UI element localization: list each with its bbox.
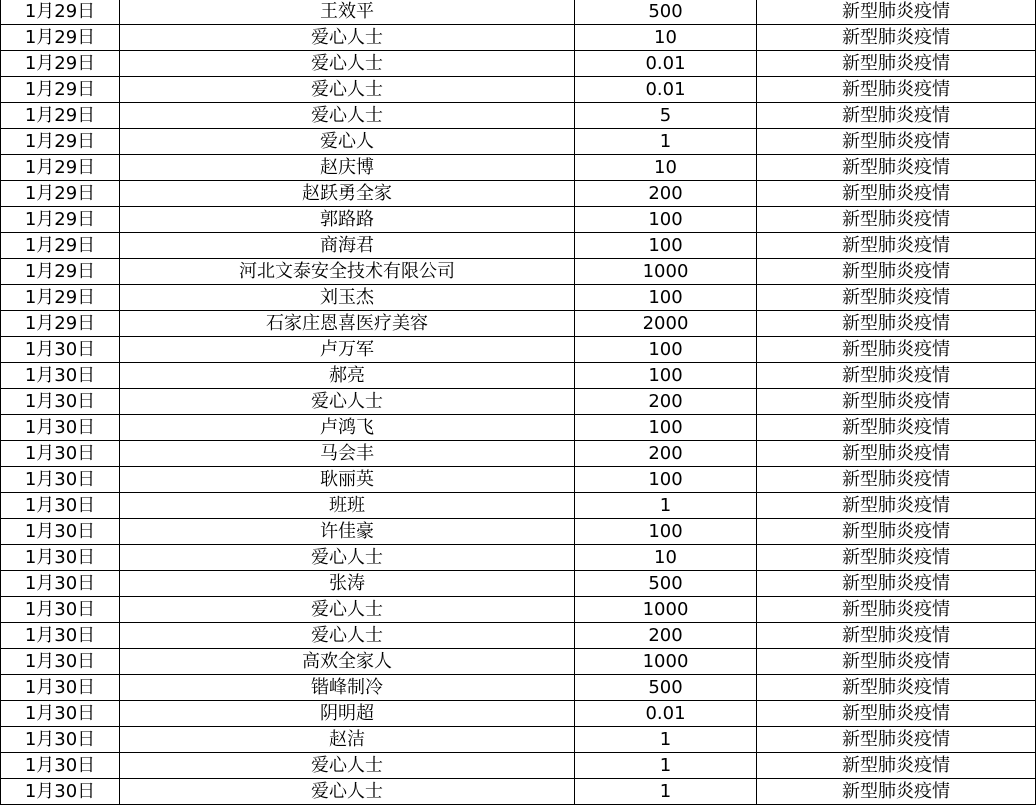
date-cell[interactable]: 1月30日 bbox=[0, 441, 120, 467]
amount-cell[interactable]: 1000 bbox=[575, 649, 757, 675]
date-cell[interactable]: 1月29日 bbox=[0, 51, 120, 77]
date-cell[interactable]: 1月30日 bbox=[0, 623, 120, 649]
donor-name-cell[interactable]: 河北文泰安全技术有限公司 bbox=[120, 259, 575, 285]
table-row bbox=[0, 103, 1036, 129]
donor-name-cell[interactable]: 爱心人士 bbox=[120, 545, 575, 571]
date-cell[interactable]: 1月30日 bbox=[0, 493, 120, 519]
purpose-cell[interactable]: 新型肺炎疫情 bbox=[757, 129, 1036, 155]
amount-cell[interactable]: 100 bbox=[575, 207, 757, 233]
purpose-cell[interactable]: 新型肺炎疫情 bbox=[757, 519, 1036, 545]
donor-name-cell[interactable]: 爱心人士 bbox=[120, 779, 575, 805]
table-row bbox=[0, 233, 1036, 259]
table-row bbox=[0, 415, 1036, 441]
table-row bbox=[0, 779, 1036, 805]
table-row bbox=[0, 597, 1036, 623]
amount-cell[interactable]: 200 bbox=[575, 441, 757, 467]
donor-name-cell[interactable]: 爱心人士 bbox=[120, 597, 575, 623]
date-cell[interactable]: 1月30日 bbox=[0, 519, 120, 545]
amount-cell[interactable]: 1 bbox=[575, 753, 757, 779]
donor-name-cell[interactable]: 耿丽英 bbox=[120, 467, 575, 493]
purpose-cell[interactable]: 新型肺炎疫情 bbox=[757, 597, 1036, 623]
table-row bbox=[0, 0, 1036, 25]
table-row bbox=[0, 675, 1036, 701]
date-cell[interactable]: 1月30日 bbox=[0, 649, 120, 675]
amount-cell[interactable]: 0.01 bbox=[575, 77, 757, 103]
purpose-cell[interactable]: 新型肺炎疫情 bbox=[757, 727, 1036, 753]
table-row bbox=[0, 519, 1036, 545]
amount-cell[interactable]: 10 bbox=[575, 25, 757, 51]
purpose-cell[interactable]: 新型肺炎疫情 bbox=[757, 571, 1036, 597]
donor-name-cell[interactable]: 石家庄恩喜医疗美容 bbox=[120, 311, 575, 337]
amount-cell[interactable]: 10 bbox=[575, 155, 757, 181]
table-row bbox=[0, 571, 1036, 597]
amount-cell[interactable]: 1000 bbox=[575, 597, 757, 623]
date-cell[interactable]: 1月29日 bbox=[0, 155, 120, 181]
donor-name-cell[interactable]: 爱心人士 bbox=[120, 77, 575, 103]
purpose-cell[interactable]: 新型肺炎疫情 bbox=[757, 337, 1036, 363]
purpose-cell[interactable]: 新型肺炎疫情 bbox=[757, 545, 1036, 571]
table-row bbox=[0, 493, 1036, 519]
amount-cell[interactable]: 10 bbox=[575, 545, 757, 571]
date-cell[interactable]: 1月30日 bbox=[0, 389, 120, 415]
purpose-cell[interactable]: 新型肺炎疫情 bbox=[757, 493, 1036, 519]
donor-name-cell[interactable]: 刘玉杰 bbox=[120, 285, 575, 311]
date-cell[interactable]: 1月29日 bbox=[0, 25, 120, 51]
donor-name-cell[interactable]: 爱心人士 bbox=[120, 103, 575, 129]
donor-name-cell[interactable]: 爱心人士 bbox=[120, 623, 575, 649]
amount-cell[interactable]: 100 bbox=[575, 285, 757, 311]
purpose-cell[interactable]: 新型肺炎疫情 bbox=[757, 779, 1036, 805]
date-cell[interactable]: 1月30日 bbox=[0, 597, 120, 623]
donor-name-cell[interactable]: 郭路路 bbox=[120, 207, 575, 233]
donor-name-cell[interactable]: 班班 bbox=[120, 493, 575, 519]
date-cell[interactable]: 1月30日 bbox=[0, 675, 120, 701]
date-cell[interactable]: 1月30日 bbox=[0, 779, 120, 805]
donor-name-cell[interactable]: 许佳豪 bbox=[120, 519, 575, 545]
date-cell[interactable]: 1月29日 bbox=[0, 129, 120, 155]
amount-cell[interactable]: 200 bbox=[575, 181, 757, 207]
purpose-cell[interactable]: 新型肺炎疫情 bbox=[757, 701, 1036, 727]
amount-cell[interactable]: 5 bbox=[575, 103, 757, 129]
donor-name-cell[interactable]: 卢鸿飞 bbox=[120, 415, 575, 441]
purpose-cell[interactable]: 新型肺炎疫情 bbox=[757, 259, 1036, 285]
donor-name-cell[interactable]: 王效平 bbox=[120, 0, 575, 25]
date-cell[interactable]: 1月29日 bbox=[0, 181, 120, 207]
donor-name-cell[interactable]: 爱心人士 bbox=[120, 25, 575, 51]
table-row bbox=[0, 51, 1036, 77]
donor-name-cell[interactable]: 马会丰 bbox=[120, 441, 575, 467]
date-cell[interactable]: 1月29日 bbox=[0, 0, 120, 25]
date-cell[interactable]: 1月30日 bbox=[0, 467, 120, 493]
date-cell[interactable]: 1月29日 bbox=[0, 233, 120, 259]
amount-cell[interactable]: 0.01 bbox=[575, 701, 757, 727]
purpose-cell[interactable]: 新型肺炎疫情 bbox=[757, 363, 1036, 389]
amount-cell[interactable]: 100 bbox=[575, 467, 757, 493]
amount-cell[interactable]: 1 bbox=[575, 727, 757, 753]
purpose-cell[interactable]: 新型肺炎疫情 bbox=[757, 753, 1036, 779]
purpose-cell[interactable]: 新型肺炎疫情 bbox=[757, 285, 1036, 311]
table-row bbox=[0, 337, 1036, 363]
table-row bbox=[0, 155, 1036, 181]
table-row bbox=[0, 545, 1036, 571]
amount-cell[interactable]: 1 bbox=[575, 129, 757, 155]
purpose-cell[interactable]: 新型肺炎疫情 bbox=[757, 0, 1036, 25]
date-cell[interactable]: 1月29日 bbox=[0, 103, 120, 129]
date-cell[interactable]: 1月29日 bbox=[0, 207, 120, 233]
table-row bbox=[0, 649, 1036, 675]
date-cell[interactable]: 1月30日 bbox=[0, 415, 120, 441]
table-row bbox=[0, 701, 1036, 727]
table-row bbox=[0, 389, 1036, 415]
donor-name-cell[interactable]: 卢万军 bbox=[120, 337, 575, 363]
date-cell[interactable]: 1月30日 bbox=[0, 337, 120, 363]
table-row bbox=[0, 363, 1036, 389]
purpose-cell[interactable]: 新型肺炎疫情 bbox=[757, 467, 1036, 493]
table-row bbox=[0, 727, 1036, 753]
purpose-cell[interactable]: 新型肺炎疫情 bbox=[757, 51, 1036, 77]
donor-name-cell[interactable]: 爱心人士 bbox=[120, 753, 575, 779]
table-row bbox=[0, 259, 1036, 285]
donor-name-cell[interactable]: 商海君 bbox=[120, 233, 575, 259]
amount-cell[interactable]: 500 bbox=[575, 675, 757, 701]
purpose-cell[interactable]: 新型肺炎疫情 bbox=[757, 441, 1036, 467]
donor-name-cell[interactable]: 张涛 bbox=[120, 571, 575, 597]
date-cell[interactable]: 1月30日 bbox=[0, 545, 120, 571]
donor-name-cell[interactable]: 赵洁 bbox=[120, 727, 575, 753]
amount-cell[interactable]: 100 bbox=[575, 363, 757, 389]
amount-cell[interactable]: 100 bbox=[575, 415, 757, 441]
amount-cell[interactable]: 100 bbox=[575, 337, 757, 363]
table-row bbox=[0, 467, 1036, 493]
donor-name-cell[interactable]: 锴峰制冷 bbox=[120, 675, 575, 701]
amount-cell[interactable]: 500 bbox=[575, 0, 757, 25]
amount-cell[interactable]: 200 bbox=[575, 389, 757, 415]
purpose-cell[interactable]: 新型肺炎疫情 bbox=[757, 415, 1036, 441]
purpose-cell[interactable]: 新型肺炎疫情 bbox=[757, 25, 1036, 51]
amount-cell[interactable]: 0.01 bbox=[575, 51, 757, 77]
date-cell[interactable]: 1月30日 bbox=[0, 727, 120, 753]
amount-cell[interactable]: 100 bbox=[575, 233, 757, 259]
table-row bbox=[0, 129, 1036, 155]
table-row bbox=[0, 285, 1036, 311]
donor-name-cell[interactable]: 爱心人 bbox=[120, 129, 575, 155]
donor-name-cell[interactable]: 郝亮 bbox=[120, 363, 575, 389]
purpose-cell[interactable]: 新型肺炎疫情 bbox=[757, 207, 1036, 233]
purpose-cell[interactable]: 新型肺炎疫情 bbox=[757, 649, 1036, 675]
donor-name-cell[interactable]: 阴明超 bbox=[120, 701, 575, 727]
date-cell[interactable]: 1月30日 bbox=[0, 753, 120, 779]
table-row bbox=[0, 181, 1036, 207]
table-row bbox=[0, 77, 1036, 103]
amount-cell[interactable]: 500 bbox=[575, 571, 757, 597]
purpose-cell[interactable]: 新型肺炎疫情 bbox=[757, 77, 1036, 103]
purpose-cell[interactable]: 新型肺炎疫情 bbox=[757, 623, 1036, 649]
table-row bbox=[0, 207, 1036, 233]
table-row bbox=[0, 753, 1036, 779]
table-row bbox=[0, 25, 1036, 51]
donor-name-cell[interactable]: 爱心人士 bbox=[120, 389, 575, 415]
date-cell[interactable]: 1月29日 bbox=[0, 77, 120, 103]
donor-name-cell[interactable]: 爱心人士 bbox=[120, 51, 575, 77]
purpose-cell[interactable]: 新型肺炎疫情 bbox=[757, 181, 1036, 207]
date-cell[interactable]: 1月30日 bbox=[0, 363, 120, 389]
table-row bbox=[0, 441, 1036, 467]
date-cell[interactable]: 1月29日 bbox=[0, 311, 120, 337]
purpose-cell[interactable]: 新型肺炎疫情 bbox=[757, 233, 1036, 259]
purpose-cell[interactable]: 新型肺炎疫情 bbox=[757, 311, 1036, 337]
table-row bbox=[0, 623, 1036, 649]
date-cell[interactable]: 1月30日 bbox=[0, 571, 120, 597]
amount-cell[interactable]: 1 bbox=[575, 779, 757, 805]
purpose-cell[interactable]: 新型肺炎疫情 bbox=[757, 103, 1036, 129]
purpose-cell[interactable]: 新型肺炎疫情 bbox=[757, 389, 1036, 415]
date-cell[interactable]: 1月29日 bbox=[0, 285, 120, 311]
donor-name-cell[interactable]: 高欢全家人 bbox=[120, 649, 575, 675]
donor-name-cell[interactable]: 赵跃勇全家 bbox=[120, 181, 575, 207]
purpose-cell[interactable]: 新型肺炎疫情 bbox=[757, 155, 1036, 181]
table-row bbox=[0, 311, 1036, 337]
date-cell[interactable]: 1月29日 bbox=[0, 259, 120, 285]
purpose-cell[interactable]: 新型肺炎疫情 bbox=[757, 675, 1036, 701]
amount-cell[interactable]: 1 bbox=[575, 493, 757, 519]
amount-cell[interactable]: 1000 bbox=[575, 259, 757, 285]
amount-cell[interactable]: 200 bbox=[575, 623, 757, 649]
donor-name-cell[interactable]: 赵庆博 bbox=[120, 155, 575, 181]
date-cell[interactable]: 1月30日 bbox=[0, 701, 120, 727]
amount-cell[interactable]: 2000 bbox=[575, 311, 757, 337]
amount-cell[interactable]: 100 bbox=[575, 519, 757, 545]
